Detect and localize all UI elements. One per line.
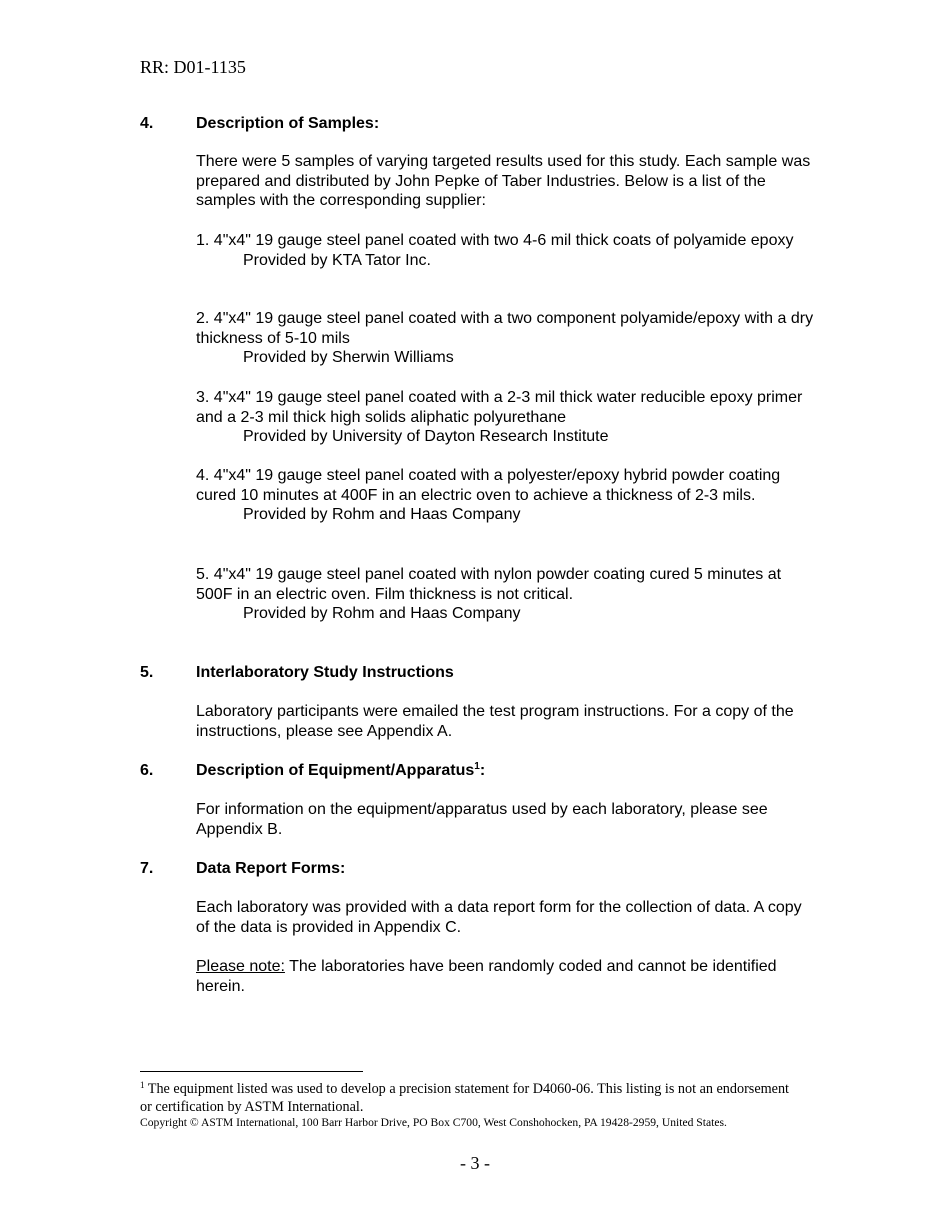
section-7-number: 7. <box>140 860 154 877</box>
page-number: - 3 - <box>460 1153 490 1173</box>
section-6-title-text: Description of Equipment/Apparatus <box>196 762 475 779</box>
sample-description: 2. 4"x4" 19 gauge steel panel coated with a two component polyamide/epoxy with a dry thickness of 5-10 mils <box>196 310 814 347</box>
section-7-body: Each laboratory was provided with a data report form for the collection of data. A copy of the data is provided in Appendix C. <box>196 899 802 936</box>
sample-description: 5. 4"x4" 19 gauge steel panel coated with nylon powder coating cured 5 minutes at 500F in an electric oven. Film thickness is not critical. <box>196 566 782 603</box>
section-5-number: 5. <box>140 664 154 681</box>
sample-item <box>196 466 814 525</box>
section-5-title: Interlaboratory Study Instructions <box>196 664 454 681</box>
sample-description: 1. 4"x4" 19 gauge steel panel coated with two 4-6 mil thick coats of polyamide epoxy <box>196 232 794 249</box>
footnote-divider <box>140 1071 363 1072</box>
sample-item <box>196 231 814 270</box>
report-id-header: RR: D01-1135 <box>140 57 246 77</box>
sample-provider: Provided by University of Dayton Research Institute <box>243 428 609 446</box>
sample-item <box>196 309 814 368</box>
section-6-number: 6. <box>140 762 154 779</box>
section-6-title-suffix: : <box>479 762 486 779</box>
footnote-text: The equipment listed was used to develop a precision statement for D4060-06. This listing is not an endorsement or certification by ASTM International. <box>140 1081 789 1115</box>
sample-description: 4. 4"x4" 19 gauge steel panel coated with a polyester/epoxy hybrid powder coating cured 10 minutes at 400F in an electric oven to achieve a thickness of 2-3 mils. <box>196 467 781 504</box>
section-7-note <box>196 957 814 996</box>
copyright-notice: Copyright © ASTM International, 100 Barr Harbor Drive, PO Box C700, West Conshohocken, PA 19428-2959, United States. <box>140 1116 727 1129</box>
section-6-title <box>196 761 485 781</box>
footnote-reference: 1 <box>474 761 480 772</box>
note-text: The laboratories have been randomly coded and cannot be identified herein. <box>196 958 777 995</box>
sample-item <box>196 388 814 447</box>
section-6-body: For information on the equipment/apparatus used by each laboratory, please see Appendix B. <box>196 801 768 838</box>
sample-provider: Provided by Rohm and Haas Company <box>243 506 521 524</box>
sample-description: 3. 4"x4" 19 gauge steel panel coated with a 2-3 mil thick water reducible epoxy primer and a 2-3 mil thick high solids aliphatic polyurethane <box>196 389 803 426</box>
section-4-number: 4. <box>140 115 154 132</box>
footnote-marker: 1 <box>140 1080 145 1090</box>
section-5-body: Laboratory participants were emailed the test program instructions. For a copy of the instructions, please see Appendix A. <box>196 703 794 740</box>
footnote <box>140 1081 800 1116</box>
sample-provider: Provided by KTA Tator Inc. <box>243 251 431 269</box>
sample-provider: Provided by Sherwin Williams <box>243 349 454 367</box>
section-7-title: Data Report Forms: <box>196 860 346 877</box>
section-4-intro: There were 5 samples of varying targeted results used for this study. Each sample was prepared and distributed by John Pepke of Taber Industries. Below is a list of the samples with the corresponding supplier: <box>196 153 811 210</box>
sample-item <box>196 565 814 624</box>
note-label: Please note: <box>196 958 285 975</box>
section-4-title: Description of Samples: <box>196 115 380 132</box>
sample-provider: Provided by Rohm and Haas Company <box>243 605 521 623</box>
